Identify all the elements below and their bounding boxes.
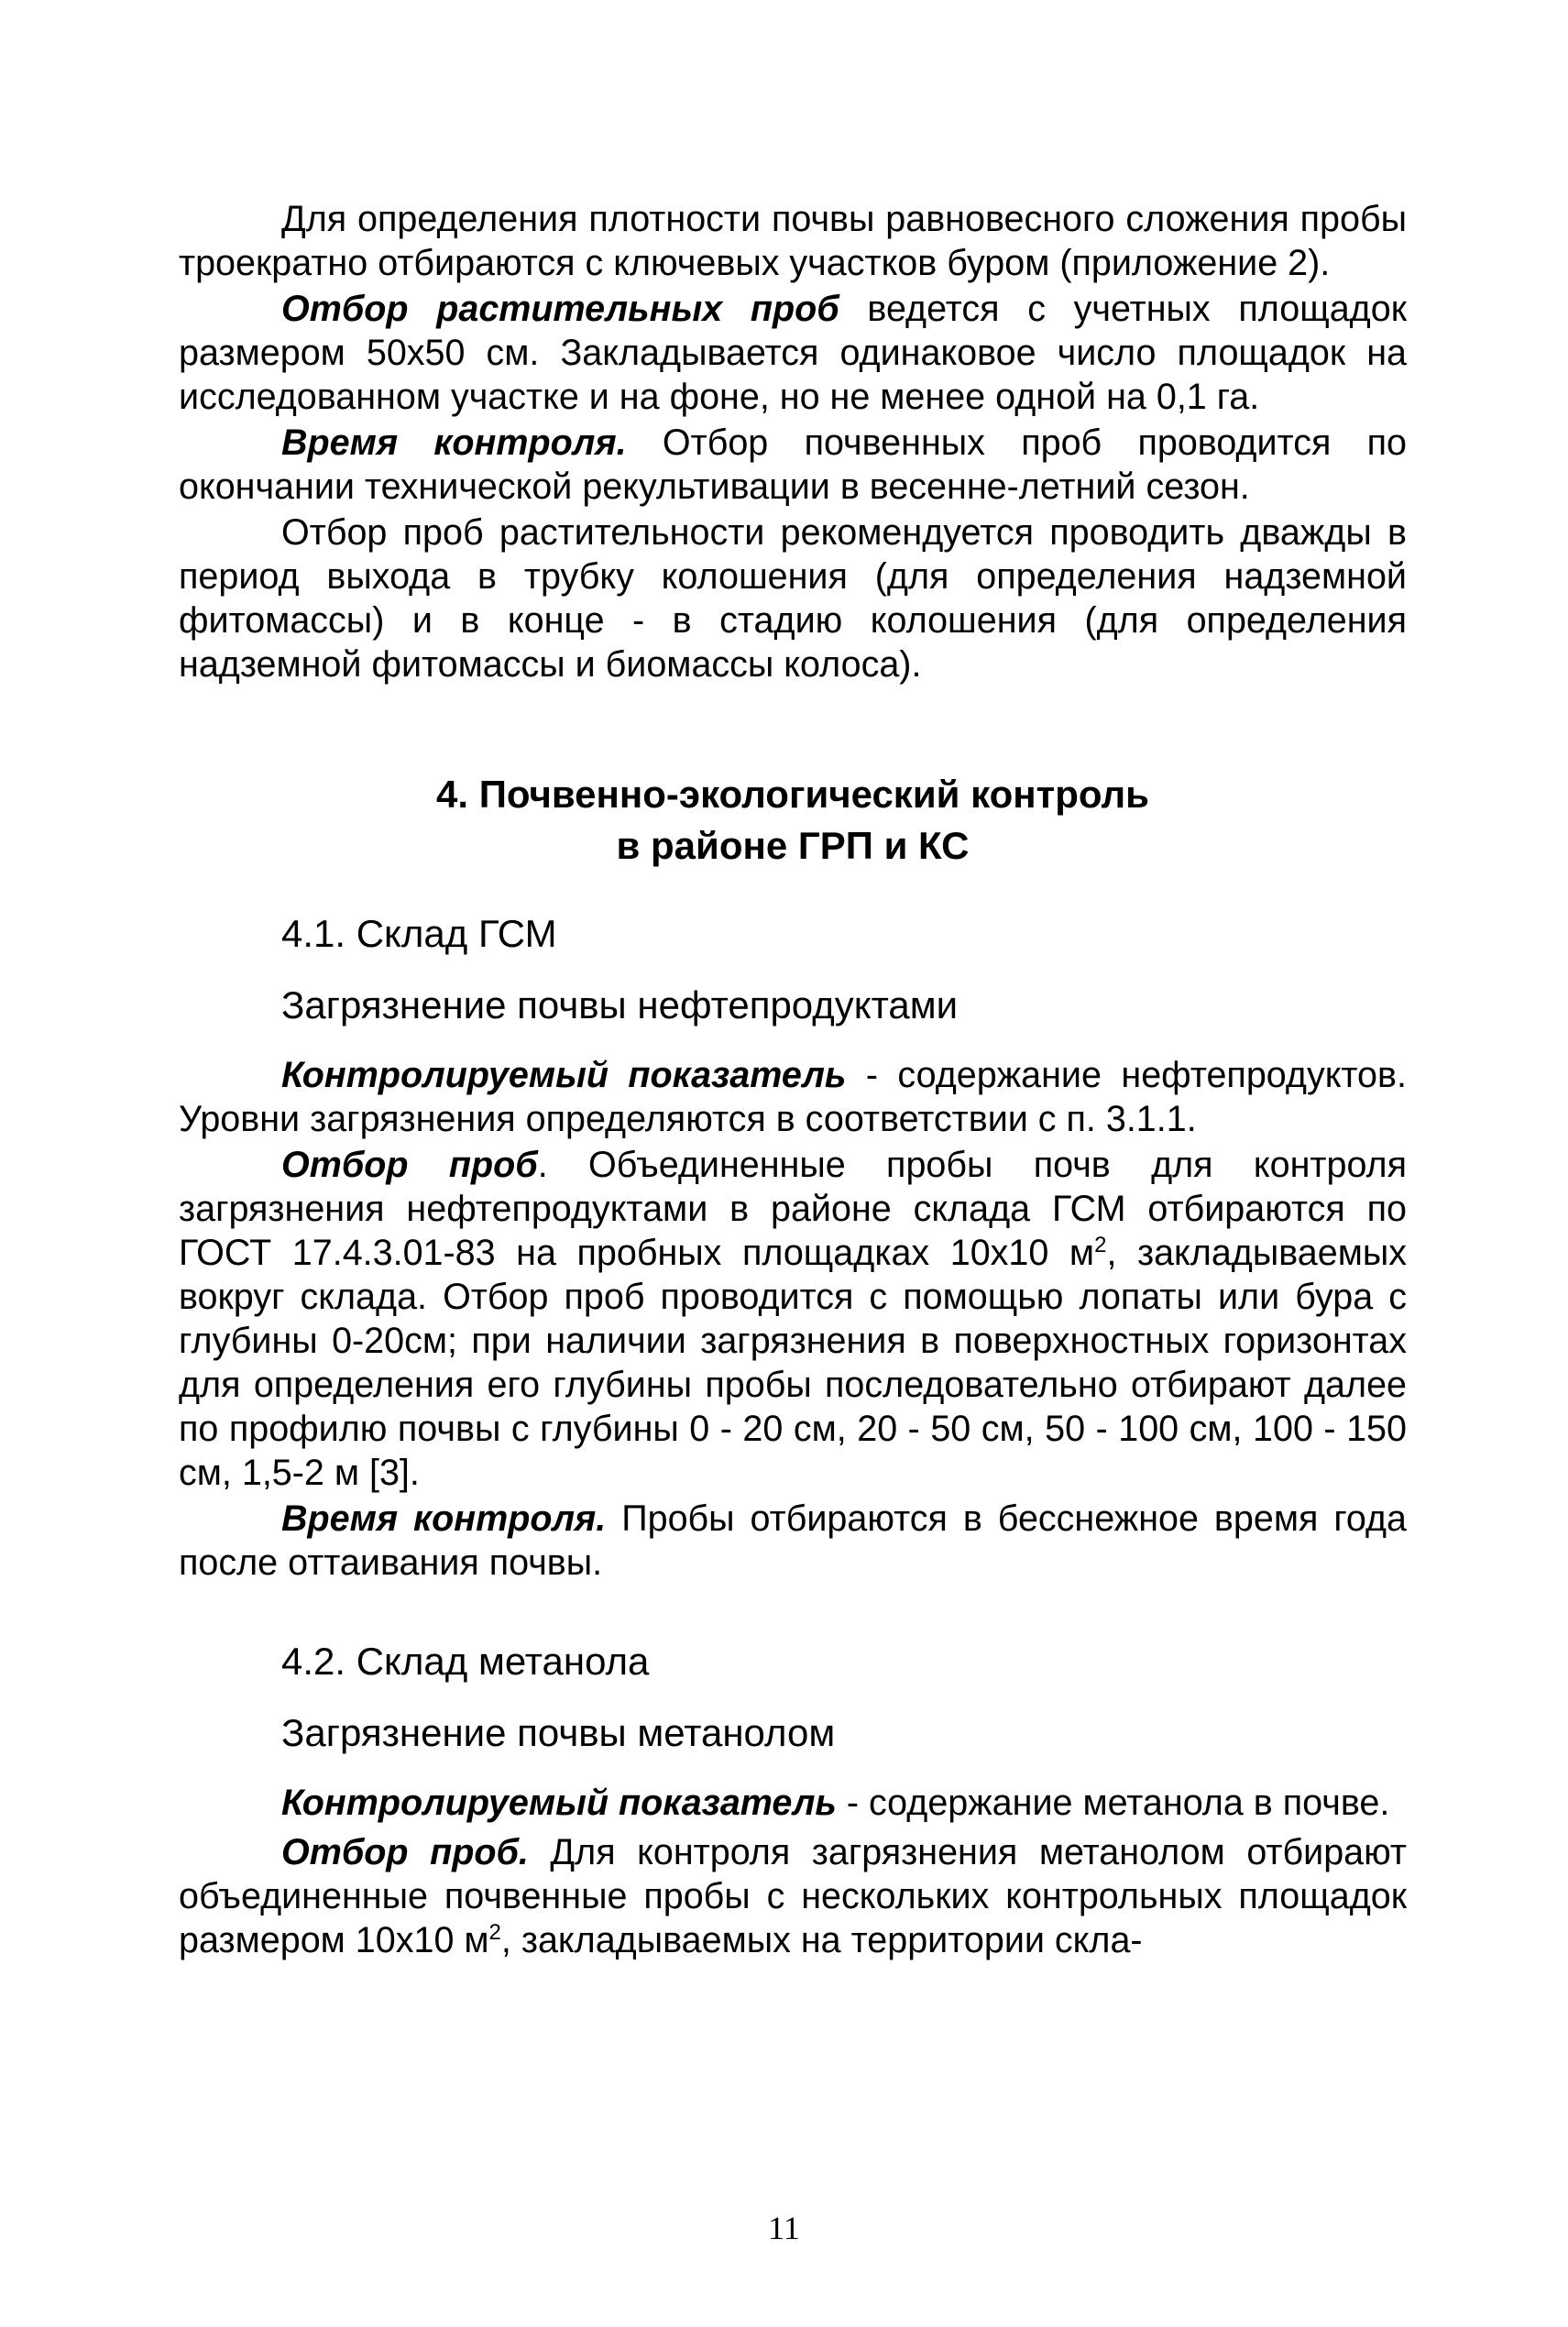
- paragraph-soil-density: [179, 197, 1407, 285]
- term-label: Время контроля.: [281, 1498, 607, 1539]
- paragraph-text: - содержание метанола в почве.: [836, 1783, 1390, 1823]
- subsection-subtitle: Загрязнение почвы нефтепродуктами: [281, 983, 959, 1026]
- paragraph-text: Отбор проб растительности рекомендуется проводить дважды в период выхода в трубку колошения (для определения надземной фитомассы) и в конце - в стадию колошения (для определения надземной фитомассы и биомассы колоса).: [179, 512, 1407, 685]
- subsection-subtitle: Загрязнение почвы метанолом: [281, 1711, 836, 1754]
- term-label: Отбор растительных проб: [281, 289, 839, 329]
- paragraph-text: Для определения плотности почвы равновесного сложения пробы троекратно отбираются с ключевых участков буром (приложение 2).: [179, 199, 1407, 283]
- term-label: Контролируемый показатель: [281, 1783, 837, 1823]
- section-heading-line: 4. Почвенно-экологический контроль: [436, 773, 1149, 816]
- paragraph-indicator: [179, 1781, 1407, 1825]
- paragraph-indicator: [179, 1053, 1407, 1141]
- paragraph-text: . Объединенные пробы почв для контроля загрязнения нефтепродуктами в районе склада ГСМ отбираются по ГОСТ 17.4.3.01-83 на пробных площадках 10х10 м: [179, 1145, 1407, 1273]
- term-label: Контролируемый показатель: [281, 1055, 847, 1095]
- paragraph-text: , закладываемых на территории скла-: [500, 1920, 1143, 1960]
- section-heading: [179, 769, 1407, 872]
- page-number: 11: [768, 2210, 800, 2246]
- paragraph-text: Для контроля загрязнения метанолом отбирают объединенные почвенные пробы с нескольких контрольных площадок размером 10х10 м: [179, 1832, 1407, 1960]
- paragraph-text: , закладываемых вокруг склада. Отбор проб проводится с помощью лопаты или бура с глубины 0-20см; при наличии загрязнения в поверхностных горизонтах для определения его глубины пробы последовательно отбирают далее по профилю почвы с глубины 0 - 20 см, 20 - 50 см, 50 - 100 см, 100 - 150 см, 1,5-2 м [3].: [179, 1233, 1407, 1493]
- superscript: 2: [488, 1919, 501, 1945]
- term-label: Время контроля.: [281, 423, 627, 463]
- document-page: [179, 197, 1407, 1962]
- paragraph-control-time: [179, 421, 1407, 509]
- term-label: Отбор проб.: [281, 1832, 529, 1872]
- term-label: Отбор проб: [281, 1145, 538, 1185]
- paragraph-text: - содержание нефтепродуктов. Уровни загрязнения определяются в соответствии с п. 3.1.1.: [179, 1055, 1407, 1139]
- paragraph-text: Отбор почвенных проб проводится по окончании технической рекультивации в весенне-летний сезон.: [179, 423, 1407, 507]
- paragraph-text: ведется с учетных площадок размером 50х50 см. Закладывается одинаковое число площадок на исследованном участке и на фоне, но не менее одной на 0,1 га.: [179, 289, 1407, 417]
- section-heading-line: в районе ГРП и КС: [616, 824, 970, 867]
- superscript: 2: [1094, 1232, 1107, 1257]
- subsection-title: 4.2. Склад метанола: [281, 1640, 650, 1683]
- paragraph-control-time: [179, 1497, 1407, 1585]
- subsection-title: 4.1. Склад ГСМ: [281, 912, 557, 955]
- paragraph-sampling: [179, 1830, 1407, 1962]
- paragraph-text: Пробы отбираются в бесснежное время года после оттаивания почвы.: [179, 1498, 1407, 1583]
- paragraph-sampling: [179, 1143, 1407, 1495]
- paragraph-plant-sampling: [179, 287, 1407, 419]
- paragraph-vegetation-sampling: [179, 510, 1407, 686]
